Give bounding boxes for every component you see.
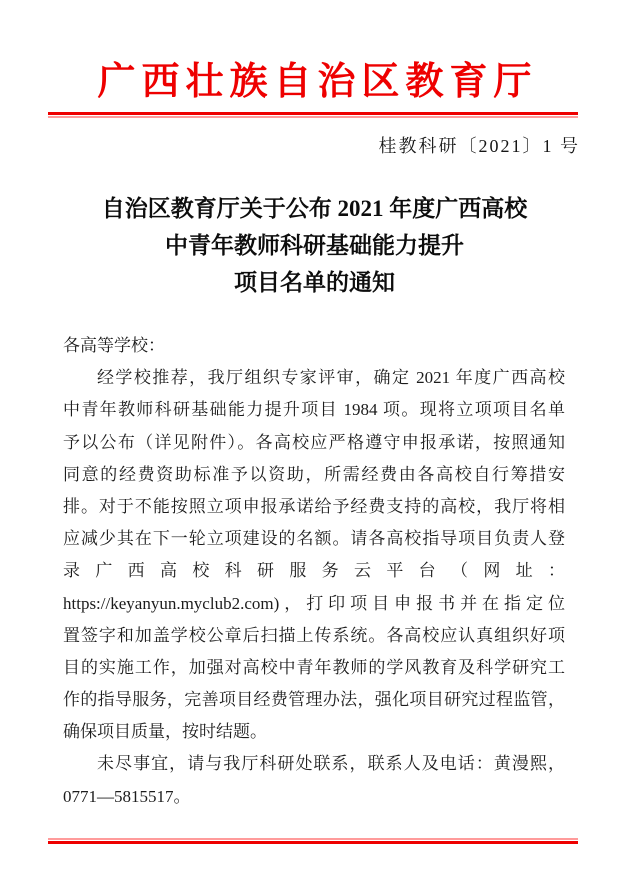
body-line: 经学校推荐，我厅组织专家评审，确定 2021 年度广西高校 [97,368,565,388]
body-line: 未尽事宜，请与我厅科研处联系，联系人及电话：黄漫熙， [97,754,565,774]
body-paragraphs [63,362,565,813]
document-body [63,330,565,813]
body-line: 同意的经费资助标准予以资助，所需经费由各高校自行筹措安 [63,464,565,484]
footer-rule-thick-line [48,841,578,844]
salutation: 各高等学校： [63,336,165,355]
document-number: 桂教科研〔2021〕1 号 [378,136,580,156]
title-line: 中青年教师科研基础能力提升 [165,233,464,258]
document-title [0,190,629,301]
body-line: 置签字和加盖学校公章后扫描上传系统。各高校应认真组织好项 [63,625,565,645]
body-line: 中青年教师科研基础能力提升项目 1984 项。现将立项项目名单 [63,400,565,420]
title-line: 项目名单的通知 [234,270,395,295]
footer-rule [48,838,578,844]
body-paragraph [63,362,565,748]
body-line: 排。对于不能按照立项申报承诺给予经费支持的高校，我厅将相 [63,496,565,516]
header-rule [48,112,578,118]
body-line: 应减少其在下一轮立项建设的名额。请各高校指导项目负责人登 [63,529,565,549]
body-line: 0771—5815517。 [63,786,191,806]
header-rule-thin-line [48,116,578,118]
body-line: https://keyanyun.myclub2.com)，打印项目申报书并在指定位 [63,593,565,613]
title-line: 自治区教育厅关于公布 2021 年度广西高校 [101,196,528,221]
agency-name: 广西壮族自治区教育厅 [97,61,538,103]
body-line: 予以公布（详见附件）。各高校应严格遵守申报承诺，按照通知 [63,432,565,452]
body-line: 确保项目质量，按时结题。 [63,722,267,742]
body-paragraph [63,748,565,812]
body-line: 作的指导服务，完善项目经费管理办法，强化项目研究过程监管， [63,690,565,710]
body-line: 目的实施工作，加强对高校中青年教师的学风教育及科学研究工 [63,657,565,677]
body-line: 录广西高校科研服务云平台（网址： [63,561,565,581]
